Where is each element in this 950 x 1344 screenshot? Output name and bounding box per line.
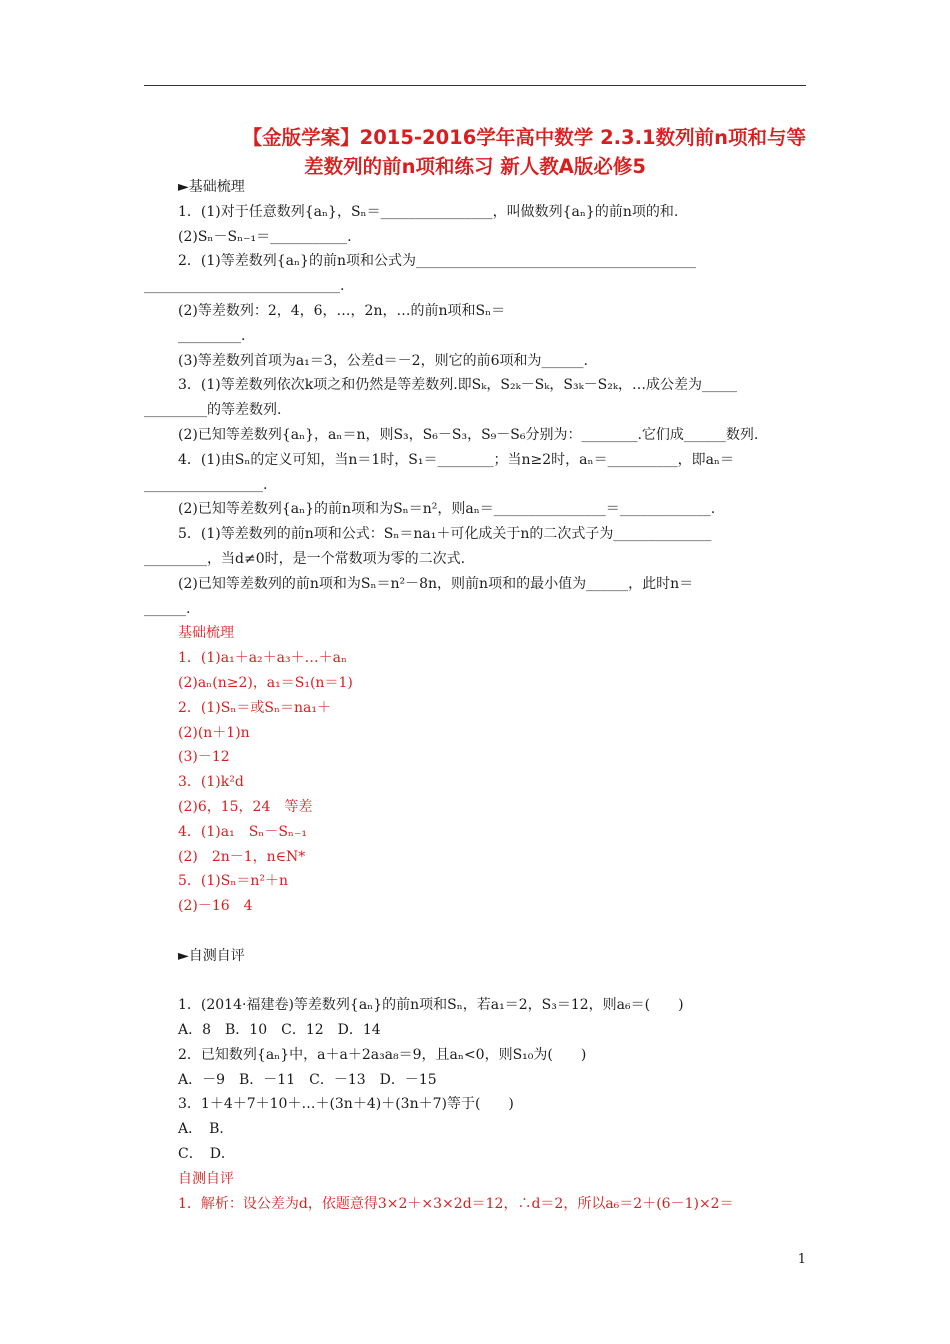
text-line: (2) 2n－1，n∈N* — [178, 848, 306, 865]
text-line: _________. — [178, 327, 246, 344]
text-line: ______. — [144, 600, 191, 617]
blank-line — [144, 969, 806, 994]
text-line: 2．(1)Sₙ＝或Sₙ＝na₁＋ — [178, 699, 332, 716]
text-line: (2)aₙ(n≥2)，a₁＝S₁(n＝1) — [178, 674, 353, 691]
text-line: A．8 B．10 C．12 D．14 — [178, 1022, 381, 1039]
text-line: A．－9 B．－11 C．－13 D．－15 — [178, 1071, 437, 1088]
text-line: ____________________________. — [144, 278, 345, 295]
text-line: 4．(1)a₁ Sₙ－Sₙ₋₁ — [178, 823, 307, 840]
text-line: _________________. — [144, 476, 268, 493]
text-line: 基础梳理 — [178, 625, 234, 642]
text-line: (2)已知等差数列{aₙ}的前n项和为Sₙ＝n²，则aₙ＝________________＝_____________. — [178, 501, 716, 518]
text-line: 自测自评 — [178, 1170, 234, 1187]
text-line: ►基础梳理 — [178, 179, 245, 195]
text-line: 1．(1)a₁＋a₂＋a₃＋…＋aₙ — [178, 650, 348, 667]
text-line: _________的等差数列. — [144, 402, 282, 419]
text-line: 4．(1)由Sₙ的定义可知，当n＝1时，S₁＝________；当n≥2时，aₙ＝__________，即aₙ＝ — [178, 451, 734, 468]
text-line: (2)已知等差数列的前n项和为Sₙ＝n²－8n，则前n项和的最小值为______，此时n＝ — [178, 575, 694, 592]
text-line: (3)－12 — [178, 749, 230, 766]
document-body — [144, 175, 806, 1216]
text-line: 5．(1)Sₙ＝n²＋n — [178, 873, 289, 890]
text-line: (2)6，15，24 等差 — [178, 798, 313, 815]
blank-line — [144, 919, 806, 944]
text-line: _________，当d≠0时，是一个常数项为零的二次式. — [144, 550, 466, 567]
text-line: 1．解析：设公差为d，依题意得3×2＋×3×2d＝12，∴d＝2，所以a₆＝2＋(6－1)×2＝ — [178, 1195, 734, 1212]
page-title — [144, 123, 806, 181]
header-rule — [144, 85, 806, 86]
text-line: (3)等差数列首项为a₁＝3，公差d＝－2，则它的前6项和为______. — [178, 352, 588, 369]
title-line-2: 差数列的前n项和练习 新人教A版必修5 — [304, 155, 646, 178]
text-line: 3．(1)等差数列依次k项之和仍然是等差数列.即Sₖ，S₂ₖ－Sₖ，S₃ₖ－S₂ₖ，…成公差为_____ — [178, 377, 737, 394]
text-line: (2)等差数列：2，4，6，…，2n，…的前n项和Sₙ＝ — [178, 302, 506, 319]
text-line: (2)－16 4 — [178, 898, 253, 915]
text-line: 2．已知数列{aₙ}中，a＋a＋2a₃a₈＝9，且aₙ<0，则S₁₀为( ) — [178, 1046, 587, 1063]
text-line: (2)(n＋1)n — [178, 724, 250, 741]
text-line: (2)已知等差数列{aₙ}，aₙ＝n，则S₃，S₆－S₃，S₉－S₆分别为：________.它们成______数列. — [178, 426, 759, 443]
text-line: ►自测自评 — [178, 947, 245, 964]
text-line: 2．(1)等差数列{aₙ}的前n项和公式为________________________________________ — [178, 253, 696, 270]
text-line: (2)Sₙ－Sₙ₋₁＝___________. — [178, 228, 352, 245]
title-line-1: 【金版学案】2015-2016学年高中数学 2.3.1数列前n项和与等 — [242, 126, 806, 149]
text-line: 1．(2014·福建卷)等差数列{aₙ}的前n项和Sₙ，若a₁＝2，S₃＝12，则a₆＝( ) — [178, 997, 684, 1014]
page-number: 1 — [797, 1252, 806, 1267]
text-line: 3．1＋4＋7＋10＋…＋(3n＋4)＋(3n＋7)等于( ) — [178, 1096, 514, 1113]
text-line: 5．(1)等差数列的前n项和公式：Sₙ＝na₁＋可化成关于n的二次式子为______________ — [178, 526, 712, 543]
text-line: 3．(1)k²d — [178, 774, 244, 791]
text-line: C． D． — [178, 1146, 235, 1163]
text-line: 1．(1)对于任意数列{aₙ}，Sₙ＝________________，叫做数列{aₙ}的前n项的和. — [178, 203, 679, 220]
text-line: A． B． — [178, 1121, 234, 1138]
